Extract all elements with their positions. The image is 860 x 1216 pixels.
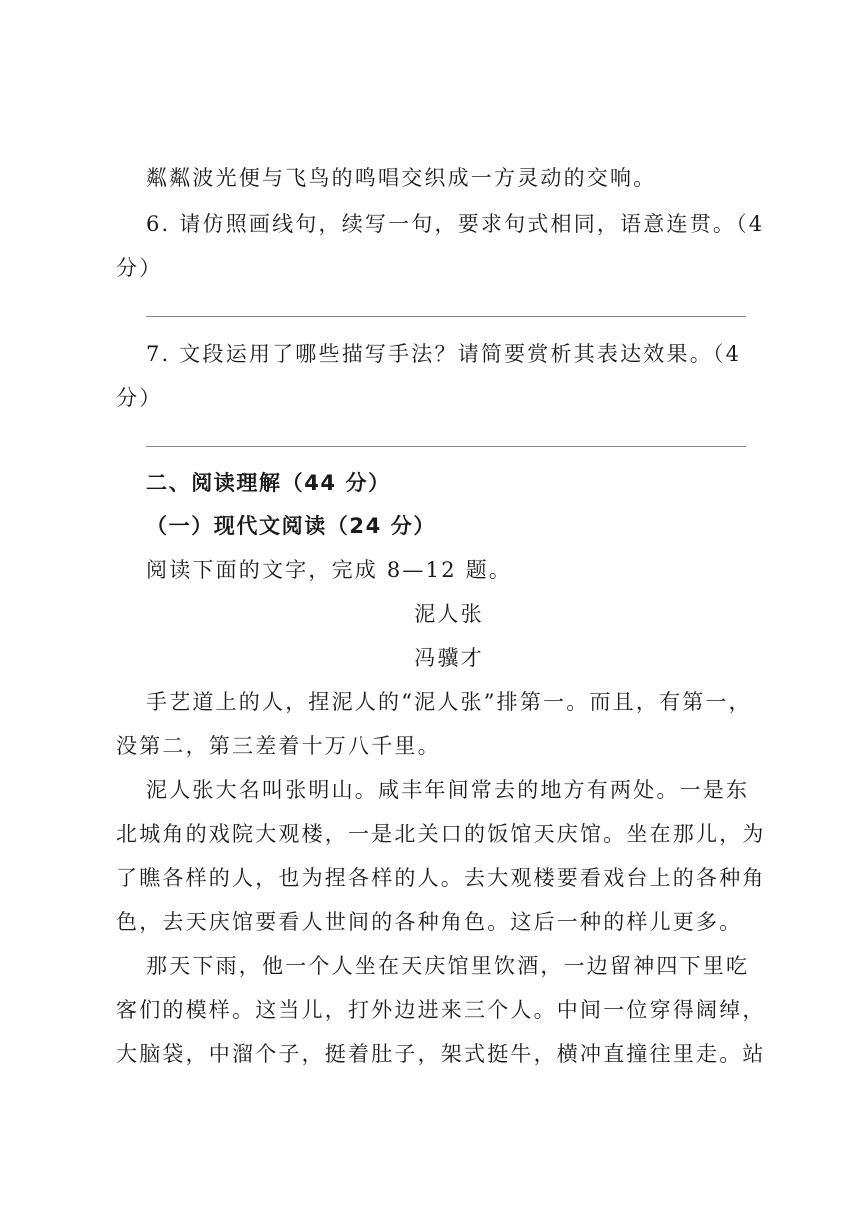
paragraph-line: 粼粼波光便与飞鸟的鸣唱交织成一方灵动的交响。 <box>146 166 657 190</box>
article-author: 冯骥才 <box>414 646 484 670</box>
question-7: 7. 文段运用了哪些描写手法？请简要赏析其表达效果。（4 <box>146 342 742 366</box>
paragraph-line: 了瞧各样的人，也为捏各样的人。去大观楼要看戏台上的各种角 <box>116 866 766 890</box>
reading-instruction: 阅读下面的文字，完成 8—12 题。 <box>146 558 513 582</box>
question-7-cont: 分） <box>116 386 163 410</box>
article-title: 泥人张 <box>414 602 484 626</box>
paragraph-line: 手艺道上的人，捏泥人的“泥人张”排第一。而且，有第一， <box>146 690 752 714</box>
answer-line-7[interactable] <box>146 446 746 447</box>
section-heading: 二、阅读理解（44 分） <box>146 471 391 495</box>
paragraph-line: 那天下雨，他一个人坐在天庆馆里饮酒，一边留神四下里吃 <box>146 954 750 978</box>
answer-line-6[interactable] <box>146 316 746 317</box>
paragraph-line: 色，去天庆馆要看人世间的各种角色。这后一种的样儿更多。 <box>116 910 743 934</box>
paragraph-line: 客们的模样。这当儿，打外边进来三个人。中间一位穿得阔绰， <box>116 998 766 1022</box>
paragraph-line: 泥人张大名叫张明山。咸丰年间常去的地方有两处。一是东 <box>146 778 750 802</box>
paragraph-line: 没第二，第三差着十万八千里。 <box>116 734 441 758</box>
question-6-cont: 分） <box>116 256 163 280</box>
paragraph-line: 北城角的戏院大观楼，一是北关口的饭馆天庆馆。坐在那儿，为 <box>116 822 766 846</box>
subsection-heading: （一）现代文阅读（24 分） <box>146 514 436 538</box>
question-6: 6. 请仿照画线句，续写一句，要求句式相同，语意连贯。（4 <box>146 212 765 236</box>
paragraph-line: 大脑袋，中溜个子，挺着肚子，架式挺牛，横冲直撞往里走。站 <box>116 1042 766 1066</box>
